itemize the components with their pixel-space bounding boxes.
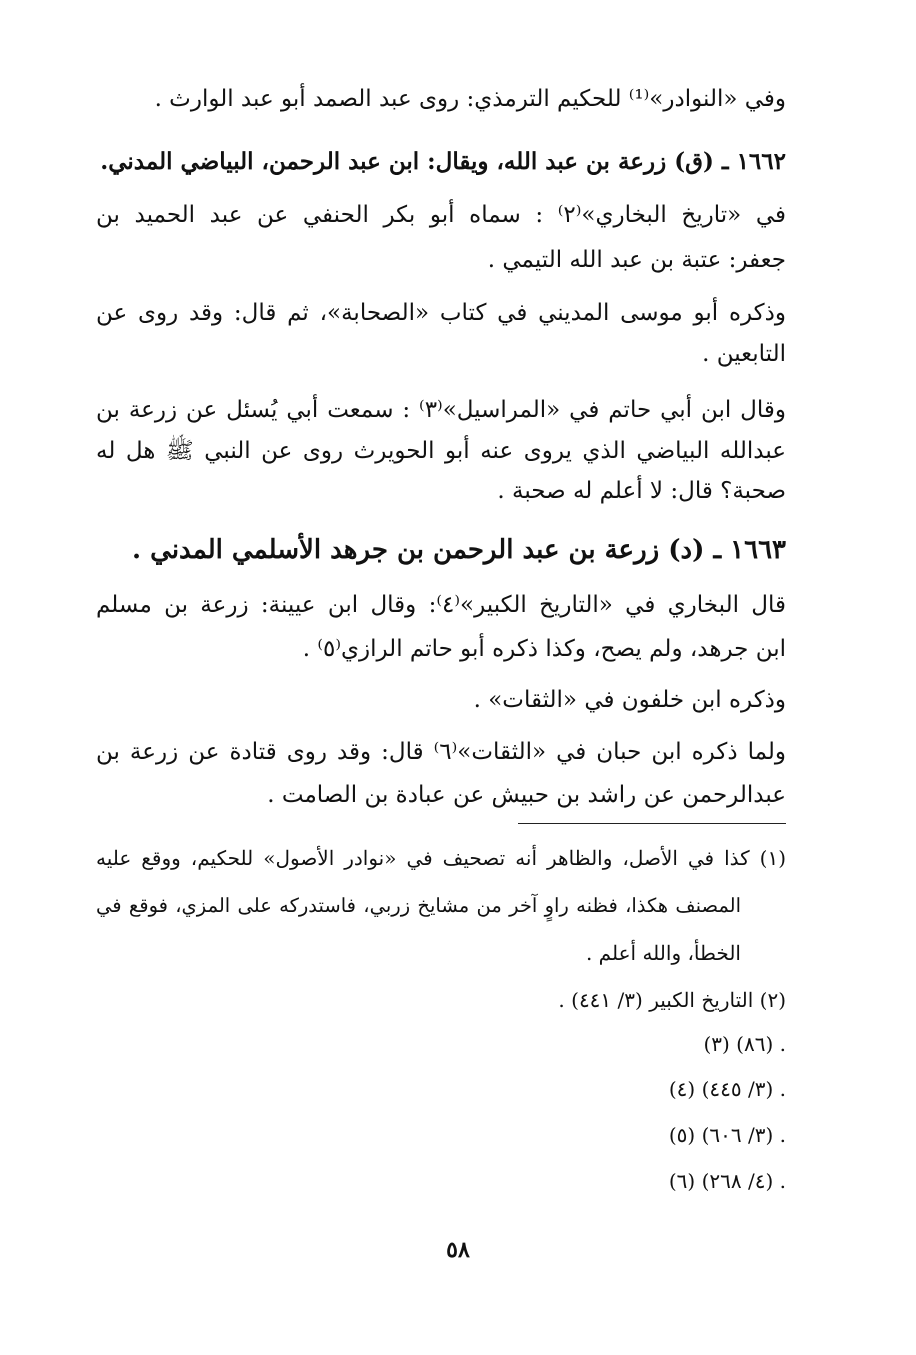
text-line: قال البخاري في «التاريخ الكبير»⁽٤⁾: وقال ابن عيينة: زرعة بن مسلم	[96, 592, 787, 618]
text-line: عبدالرحمن عن راشد بن حبيش عن عبادة بن الصامت .	[267, 782, 786, 808]
text-line: وفي «النوادر»⁽¹⁾ للحكيم الترمذي: روى عبد الصمد أبو عبد الوارث .	[154, 86, 786, 112]
footnote-1-cont: المصنف هكذا، فظنه راوٍ آخر من مشايخ زربي، فاستدركه على المزي، فوقع في	[96, 894, 741, 917]
text-line: عبدالله البياضي الذي يروى عنه أبو الحويرث روى عن النبي ﷺ هل له	[96, 438, 786, 464]
text-line: جعفر: عتبة بن عبد الله التيمي .	[487, 247, 786, 273]
text-line: وذكره ابن خلفون في «الثقات» .	[473, 687, 786, 713]
text-line: وذكره أبو موسى المديني في كتاب «الصحابة»، ثم قال: وقد روى عن	[96, 300, 786, 326]
footnote-6: (٦) (٤/ ٢٦٨) .	[668, 1169, 786, 1193]
text-line: التابعين .	[702, 341, 786, 367]
footnote-1: (١) كذا في الأصل، والظاهر أنه تصحيف في «نوادر الأصول» للحكيم، ووقع عليه	[96, 846, 786, 870]
text-line: ولما ذكره ابن حبان في «الثقات»⁽٦⁾ قال: وقد روى قتادة عن زرعة بن	[96, 739, 787, 765]
footnote-1-cont: الخطأ، والله أعلم .	[585, 941, 741, 965]
entry-heading-1662: ١٦٦٢ ـ (ق) زرعة بن عبد الله، ويقال: ابن عبد الرحمن، البياضي المدني.	[100, 148, 786, 175]
text-line: في «تاريخ البخاري»⁽٢⁾ : سماه أبو بكر الحنفي عن عبد الحميد بن	[96, 202, 786, 228]
footnote-2: (٢) التاريخ الكبير (٣/ ٤٤١) .	[558, 988, 786, 1012]
footnote-separator	[518, 823, 786, 824]
entry-heading-1663: ١٦٦٣ ـ (د) زرعة بن عبد الرحمن بن جرهد الأسلمي المدني .	[132, 535, 786, 565]
text-line: صحبة؟ قال: لا أعلم له صحبة .	[497, 478, 786, 504]
footnote-3: (٣) (٨٦) .	[703, 1032, 786, 1056]
footnote-4: (٤) (٣/ ٤٤٥) .	[668, 1077, 786, 1101]
text-line: ابن جرهد، ولم يصح، وكذا ذكره أبو حاتم الرازي⁽٥⁾ .	[302, 636, 786, 662]
text-line: وقال ابن أبي حاتم في «المراسيل»⁽٣⁾ : سمعت أبي يُسئل عن زرعة بن	[96, 397, 786, 423]
page-number: ٥٨	[446, 1237, 470, 1263]
footnote-5: (٥) (٣/ ٦٠٦) .	[668, 1123, 786, 1147]
